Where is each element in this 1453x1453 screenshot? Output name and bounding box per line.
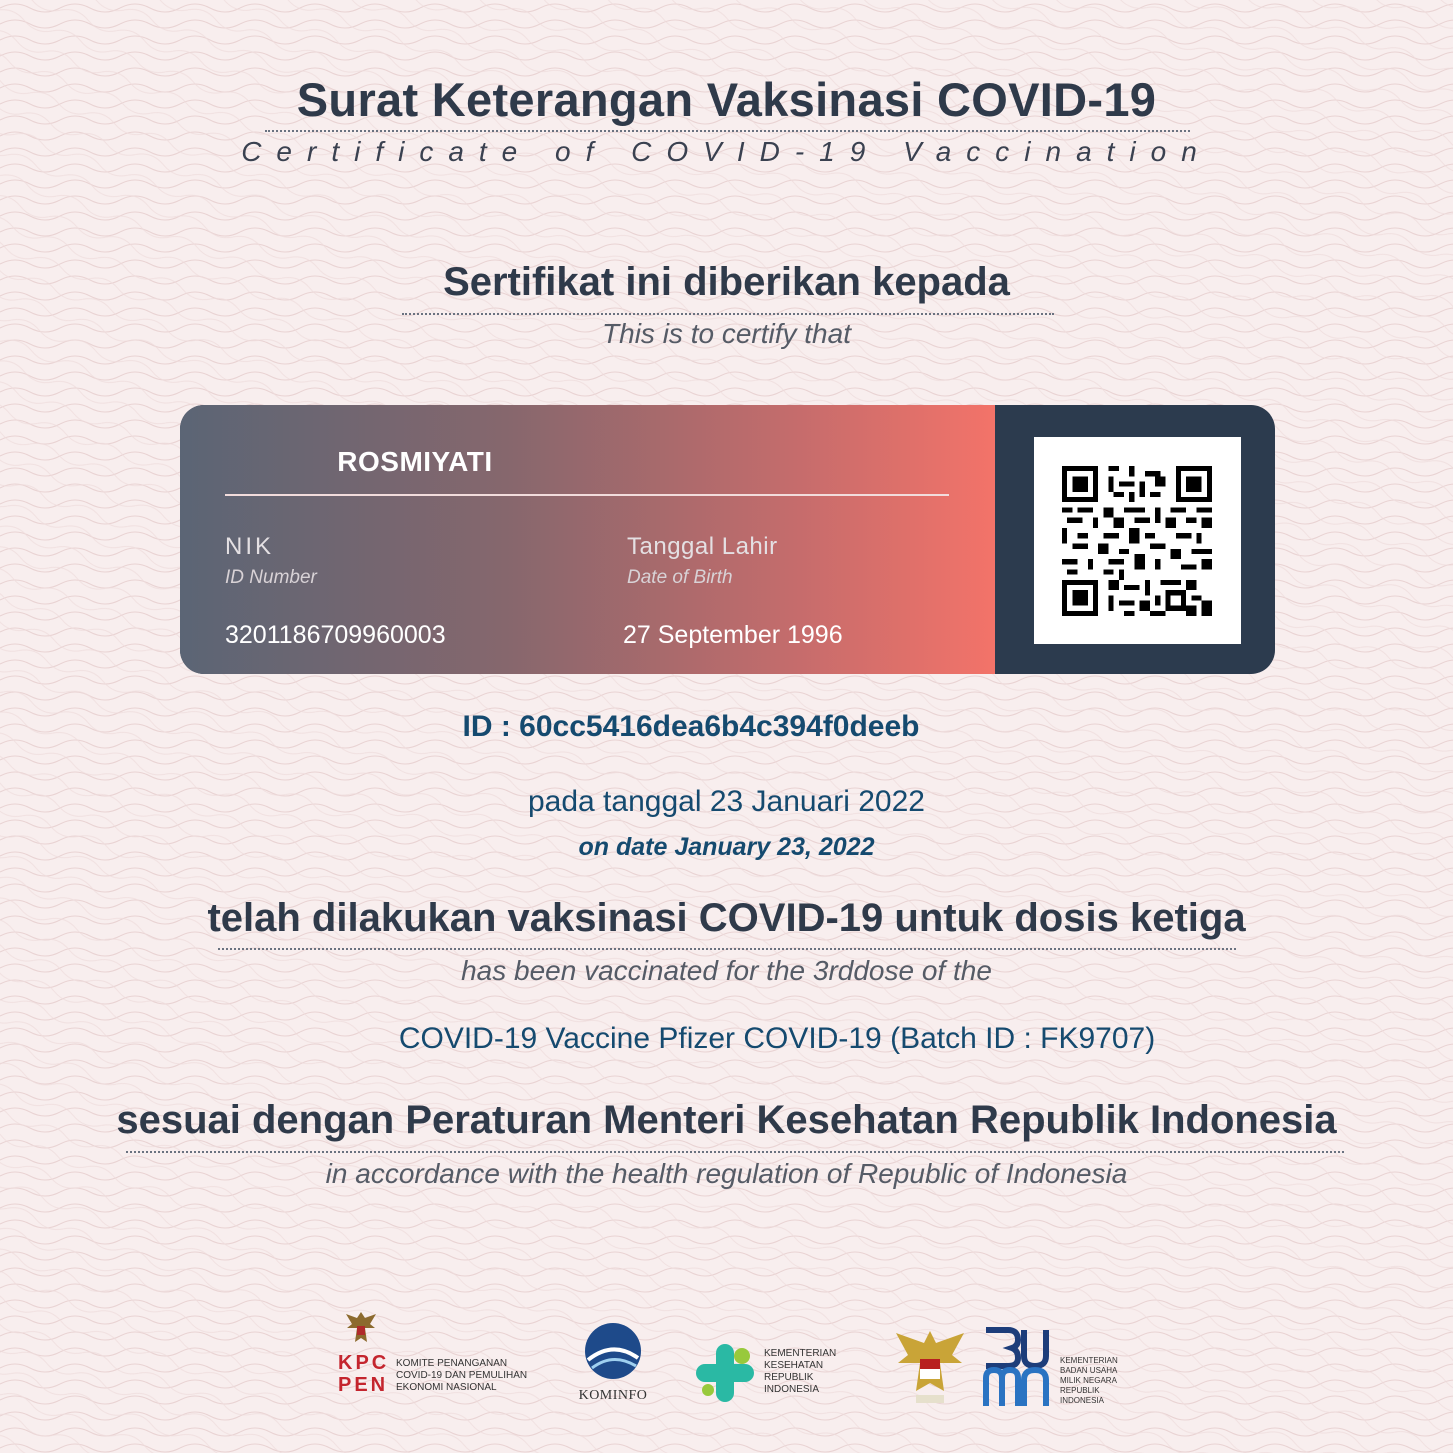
vaccination-statement: telah dilakukan vaksinasi COVID-19 untuk dosis ketiga (207, 896, 1246, 940)
kpcpen-logo (338, 1308, 538, 1408)
kpcpen-text-2: COVID-19 DAN PEMULIHAN (396, 1370, 528, 1381)
given-to-divider (402, 313, 1054, 315)
kemenkes-text-3: REPUBLIK (764, 1372, 814, 1383)
kpcpen-text-1: KOMITE PENANGANAN (396, 1358, 508, 1369)
vaccination-date: pada tanggal 23 Januari 2022 (527, 785, 925, 818)
page-subtitle: Certificate of COVID-19 Vaccination (241, 136, 1212, 167)
bumn-logo (982, 1326, 1132, 1410)
kemenkes-text-4: INDONESIA (764, 1384, 820, 1395)
kominfo-logo (568, 1320, 658, 1412)
nik-label: NIK (225, 533, 275, 560)
kemenkes-cross-icon (692, 1340, 758, 1406)
kpcpen-text-3: EKONOMI NASIONAL (396, 1382, 497, 1393)
kpcpen-mark-bottom: PEN (338, 1374, 389, 1396)
regulation-divider (126, 1151, 1344, 1153)
dob-label-en: Date of Birth (627, 567, 733, 588)
bumn-text-4: REPUBLIK (1060, 1386, 1100, 1395)
bumn-text-2: BADAN USAHA (1060, 1366, 1118, 1375)
kpcpen-mark-top: KPC (338, 1352, 390, 1374)
kemenkes-text-1: KEMENTERIAN (764, 1348, 837, 1359)
title-divider (265, 130, 1190, 132)
vaccination-statement-en: has been vaccinated for the 3rddose of the (461, 955, 992, 986)
kemenkes-text-2: KESEHATAN (764, 1360, 824, 1371)
given-to-heading: Sertifikat ini diberikan kepada (443, 260, 1010, 304)
vaccination-date-en: on date January 23, 2022 (578, 833, 875, 861)
kominfo-label: KOMINFO (578, 1388, 648, 1403)
kemenkes-logo (692, 1340, 852, 1410)
vaccine-details: COVID-19 Vaccine Pfizer COVID-19 (Batch ID : FK9707) (398, 1022, 1156, 1055)
certificate-id: ID : 60cc5416dea6b4c394f0deeb (462, 710, 920, 743)
garuda-pancasila-icon (890, 1325, 970, 1409)
given-to-subheading: This is to certify that (602, 318, 851, 349)
kominfo-emblem-icon (578, 1320, 648, 1382)
regulation-statement: sesuai dengan Peraturan Menteri Kesehatan Republik Indonesia (116, 1098, 1337, 1142)
dob-value: 27 September 1996 (623, 621, 843, 649)
qr-code (1034, 437, 1241, 644)
vaccination-divider (218, 948, 1236, 950)
dob-label: Tanggal Lahir (627, 533, 778, 560)
garuda-small-icon (343, 1308, 379, 1350)
bumn-text-5: INDONESIA (1060, 1396, 1105, 1405)
bumn-mark-icon (982, 1326, 1050, 1408)
qr-code-icon (1061, 466, 1213, 616)
bumn-text-3: MILIK NEGARA (1060, 1376, 1117, 1385)
garuda-emblem (890, 1325, 970, 1409)
nik-label-en: ID Number (225, 567, 317, 588)
page-title: Surat Keterangan Vaksinasi COVID-19 (296, 73, 1157, 126)
nik-value: 3201186709960003 (225, 621, 446, 649)
name-underline (225, 494, 949, 496)
regulation-statement-en: in accordance with the health regulation of Republic of Indonesia (325, 1158, 1128, 1189)
bumn-text-1: KEMENTERIAN (1060, 1356, 1118, 1365)
holder-name: ROSMIYATI (337, 446, 493, 477)
